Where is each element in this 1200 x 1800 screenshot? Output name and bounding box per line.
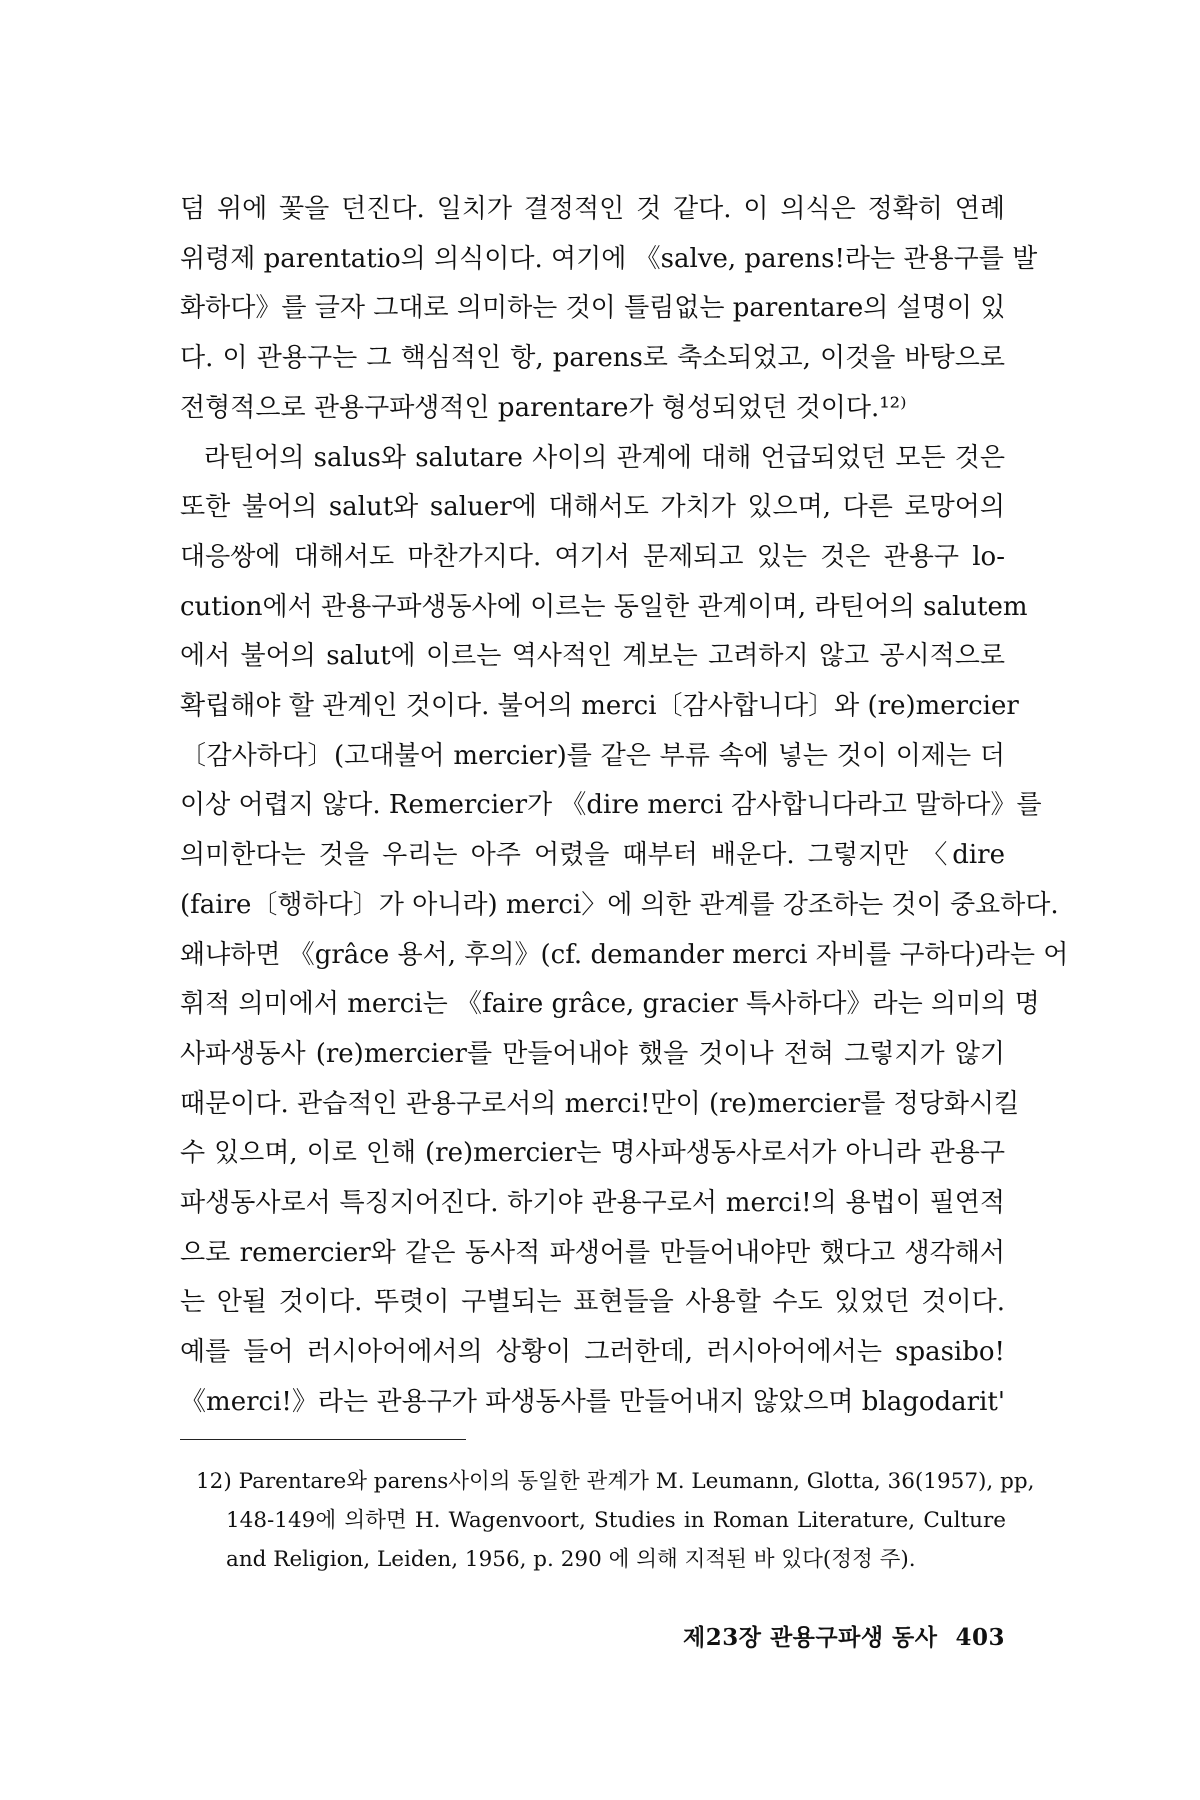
body-line: 또한 불어의 salut와 saluer에 대해서도 가치가 있으며, 다른 로망어의 [180,492,1005,523]
body-line: 는 안될 것이다. 뚜렷이 구별되는 표현들을 사용할 수도 있었던 것이다. [180,1287,1005,1318]
body-line: 의미한다는 것을 우리는 아주 어렸을 때부터 배운다. 그렇지만 〈dire [180,840,1005,871]
paragraph-first-line: 라틴어의 salus와 salutare 사이의 관계에 대해 언급되었던 모든 것은 [204,442,1005,473]
body-line: 이상 어렵지 않다. Remercier가 《dire merci 감사합니다라고 말하다》를 [180,790,1042,821]
body-line: 으로 remercier와 같은 동사적 파생어를 만들어내야만 했다고 생각해서 [180,1237,1005,1268]
body-line: 전형적으로 관용구파생적인 parentare가 형성되었던 것이다.¹²⁾ [180,392,907,423]
footnotes [196,1462,1035,1579]
body-line: 다. 이 관용구는 그 핵심적인 항, parens로 축소되었고, 이것을 바탕으로 [180,343,1005,374]
body-line: 화하다》를 글자 그대로 의미하는 것이 틀림없는 parentare의 설명이 있 [180,293,1006,324]
body-line: 《merci!》라는 관용구가 파생동사를 만들어내지 않았으며 blagodarit' [180,1386,1005,1417]
body-line: 덤 위에 꽃을 던진다. 일치가 결정적인 것 같다. 이 의식은 정확히 연례 [180,194,1005,224]
footnote-divider [180,1439,466,1440]
body-line: 〔감사하다〕(고대불어 mercier)를 같은 부류 속에 넣는 것이 이제는 더 [180,740,1005,771]
footnote-line: 148-149에 의하면 H. Wagenvoort, Studies in Roman Literature, Culture [226,1508,1006,1533]
body-text [180,185,1069,1428]
body-line: 확립해야 할 관계인 것이다. 불어의 merci〔감사합니다〕와 (re)mercier [180,691,1019,722]
footnote-line: 12) Parentare와 parens사이의 동일한 관계가 M. Leumann, Glotta, 36(1957), pp, [196,1469,1035,1494]
body-line: 왜냐하면 《grâce 용서, 후의》(cf. demander merci 자비를 구하다)라는 어 [180,939,1069,970]
body-line: 사파생동사 (re)mercier를 만들어내야 했을 것이나 전혀 그렇지가 않기 [180,1038,1005,1069]
body-line: 예를 들어 러시아어에서의 상황이 그러한데, 러시아어에서는 spasibo! [180,1337,1005,1368]
chapter-running-title: 제23장 관용구파생 동사 [683,1624,938,1651]
body-line: (faire〔행하다〕가 아니라) merci〉에 의한 관계를 강조하는 것이 중요하다. [180,889,1059,920]
footnote-line: and Religion, Leiden, 1956, p. 290 에 의해 지적된 바 있다(정정 주). [226,1547,916,1572]
page-number: 403 [955,1624,1005,1651]
body-line: 에서 불어의 salut에 이르는 역사적인 계보는 고려하지 않고 공시적으로 [180,641,1005,672]
body-line: 휘적 의미에서 merci는 《faire grâce, gracier 특사하다》라는 의미의 명 [180,989,1040,1020]
body-line: 파생동사로서 특징지어진다. 하기야 관용구로서 merci!의 용법이 필연적 [180,1188,1005,1219]
page-footer [683,1619,1005,1652]
body-line: cution에서 관용구파생동사에 이르는 동일한 관계이며, 라틴어의 salutem [180,591,1028,622]
body-line: 위령제 parentatio의 의식이다. 여기에 《salve, parens!라는 관용구를 발 [180,243,1038,274]
body-line: 수 있으며, 이로 인해 (re)mercier는 명사파생동사로서가 아니라 관용구 [180,1138,1005,1169]
body-line: 때문이다. 관습적인 관용구로서의 merci!만이 (re)mercier를 정당화시킬 [180,1088,1020,1119]
body-line: 대응쌍에 대해서도 마찬가지다. 여기서 문제되고 있는 것은 관용구 lo- [180,541,1005,572]
